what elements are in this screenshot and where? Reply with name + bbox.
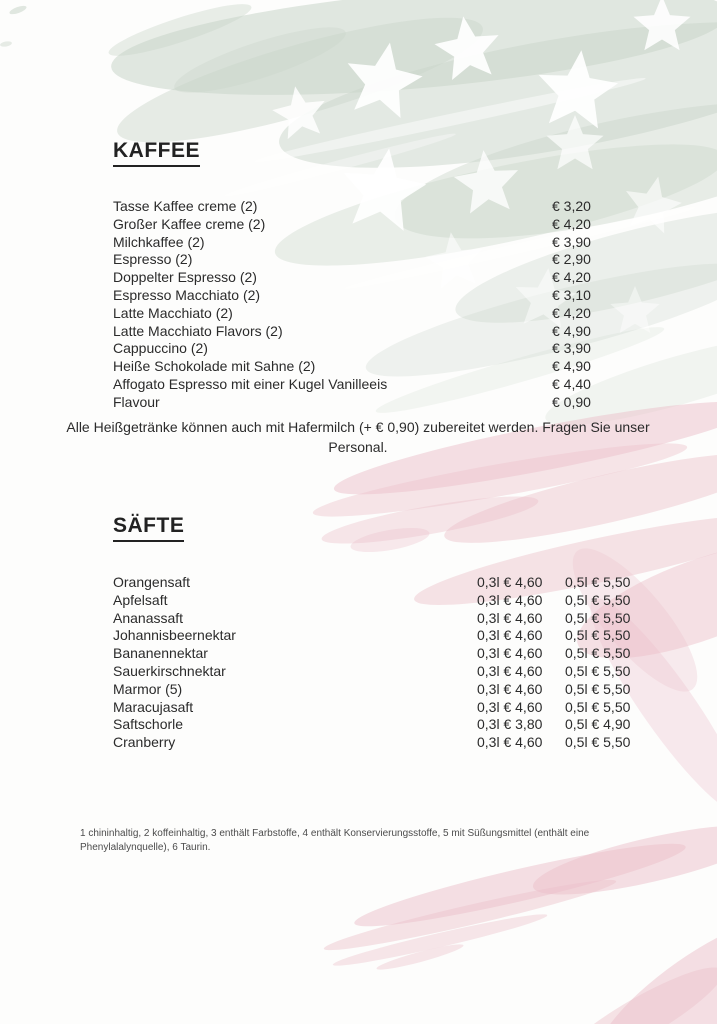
menu-item-row: [113, 376, 653, 394]
allergen-footnote: 1 chininhaltig, 2 koffeinhaltig, 3 enthält Farbstoffe, 4 enthält Konservierungsstoffe, 5 mit Süßungsmittel (enthält eine Phenylalalynquelle), 6 Taurin.: [80, 828, 590, 853]
item-price: € 2,90: [552, 251, 591, 268]
menu-item-row: [113, 198, 653, 216]
menu-item-row: [113, 394, 653, 412]
item-price-05l: 0,5l € 5,50: [565, 680, 631, 697]
item-name: Orangensaft: [113, 574, 191, 590]
item-price: € 4,90: [552, 322, 591, 339]
item-name: Latte Macchiato Flavors (2): [113, 322, 283, 339]
item-name: Latte Macchiato (2): [113, 304, 233, 321]
item-name: Ananassaft: [113, 609, 184, 626]
menu-item-row: [113, 716, 653, 734]
item-price-05l: 0,5l € 5,50: [565, 662, 631, 679]
item-price-03l: 0,3l € 4,60: [477, 734, 543, 751]
item-price-05l: 0,5l € 5,50: [565, 645, 631, 662]
item-price-05l: 0,5l € 5,50: [565, 609, 631, 626]
item-name: Affogato Espresso mit einer Kugel Vanilleeis: [113, 375, 388, 392]
item-price-03l: 0,3l € 4,60: [477, 662, 543, 679]
menu-item-row: [113, 323, 653, 341]
menu-item-row: [113, 269, 653, 287]
menu-item-row: [113, 663, 653, 681]
menu-item-row: [113, 681, 653, 699]
item-price: € 4,20: [552, 304, 591, 321]
item-name: Johannisbeernektar: [113, 627, 236, 644]
section-heading-saefte: [113, 514, 184, 542]
item-name: Marmor (5): [113, 680, 183, 697]
item-price-05l: 0,5l € 5,50: [565, 591, 631, 608]
item-name: Apfelsaft: [113, 591, 168, 608]
item-name: Maracujasaft: [113, 698, 194, 715]
saefte-item-list: [113, 574, 653, 752]
item-name: Heiße Schokolade mit Sahne (2): [113, 358, 316, 375]
item-price: € 4,20: [552, 215, 591, 232]
item-price-03l: 0,3l € 4,60: [477, 574, 543, 590]
item-price-03l: 0,3l € 3,80: [477, 716, 543, 733]
item-name: Cappuccino (2): [113, 340, 208, 357]
item-price: € 4,40: [552, 375, 591, 392]
item-price-03l: 0,3l € 4,60: [477, 627, 543, 644]
menu-item-row: [113, 610, 653, 628]
menu-item-row: [113, 645, 653, 663]
section-heading-text: SÄFTE: [113, 514, 184, 542]
menu-item-row: [113, 592, 653, 610]
item-name: Cranberry: [113, 734, 176, 751]
item-name: Bananennektar: [113, 645, 208, 662]
menu-item-row: [113, 574, 653, 592]
item-price: € 3,90: [552, 233, 591, 250]
menu-item-row: [113, 287, 653, 305]
item-name: Doppelter Espresso (2): [113, 269, 257, 286]
item-price-03l: 0,3l € 4,60: [477, 609, 543, 626]
item-price-03l: 0,3l € 4,60: [477, 591, 543, 608]
item-price: € 3,90: [552, 340, 591, 357]
item-name: Sauerkirschnektar: [113, 662, 226, 679]
menu-item-row: [113, 216, 653, 234]
kaffee-item-list: [113, 198, 653, 412]
section-heading-text: KAFFEE: [113, 139, 200, 167]
menu-item-row: [113, 627, 653, 645]
item-name: Milchkaffee (2): [113, 233, 205, 250]
item-price-03l: 0,3l € 4,60: [477, 698, 543, 715]
item-name: Espresso Macchiato (2): [113, 286, 261, 303]
item-price: € 4,90: [552, 358, 591, 375]
item-name: Flavour: [113, 393, 160, 410]
item-price: € 4,20: [552, 269, 591, 286]
item-price-05l: 0,5l € 5,50: [565, 734, 631, 751]
oat-milk-note: Alle Heißgetränke können auch mit Hafermilch (+ € 0,90) zubereitet werden. Fragen Sie unser Personal.: [66, 419, 650, 455]
item-name: Saftschorle: [113, 716, 184, 733]
item-price-05l: 0,5l € 5,50: [565, 574, 631, 590]
menu-item-row: [113, 234, 653, 252]
menu-item-row: [113, 734, 653, 752]
menu-item-row: [113, 340, 653, 358]
item-name: Tasse Kaffee creme (2): [113, 198, 258, 214]
item-price: € 0,90: [552, 393, 591, 410]
item-price-05l: 0,5l € 4,90: [565, 716, 631, 733]
item-price-05l: 0,5l € 5,50: [565, 698, 631, 715]
section-heading-kaffee: [113, 139, 200, 167]
item-price: € 3,20: [552, 198, 591, 214]
menu-item-row: [113, 251, 653, 269]
menu-item-row: [113, 305, 653, 323]
item-price-03l: 0,3l € 4,60: [477, 645, 543, 662]
item-price-05l: 0,5l € 5,50: [565, 627, 631, 644]
menu-item-row: [113, 699, 653, 717]
item-name: Großer Kaffee creme (2): [113, 215, 266, 232]
item-price: € 3,10: [552, 286, 591, 303]
item-price-03l: 0,3l € 4,60: [477, 680, 543, 697]
menu-item-row: [113, 358, 653, 376]
item-name: Espresso (2): [113, 251, 193, 268]
